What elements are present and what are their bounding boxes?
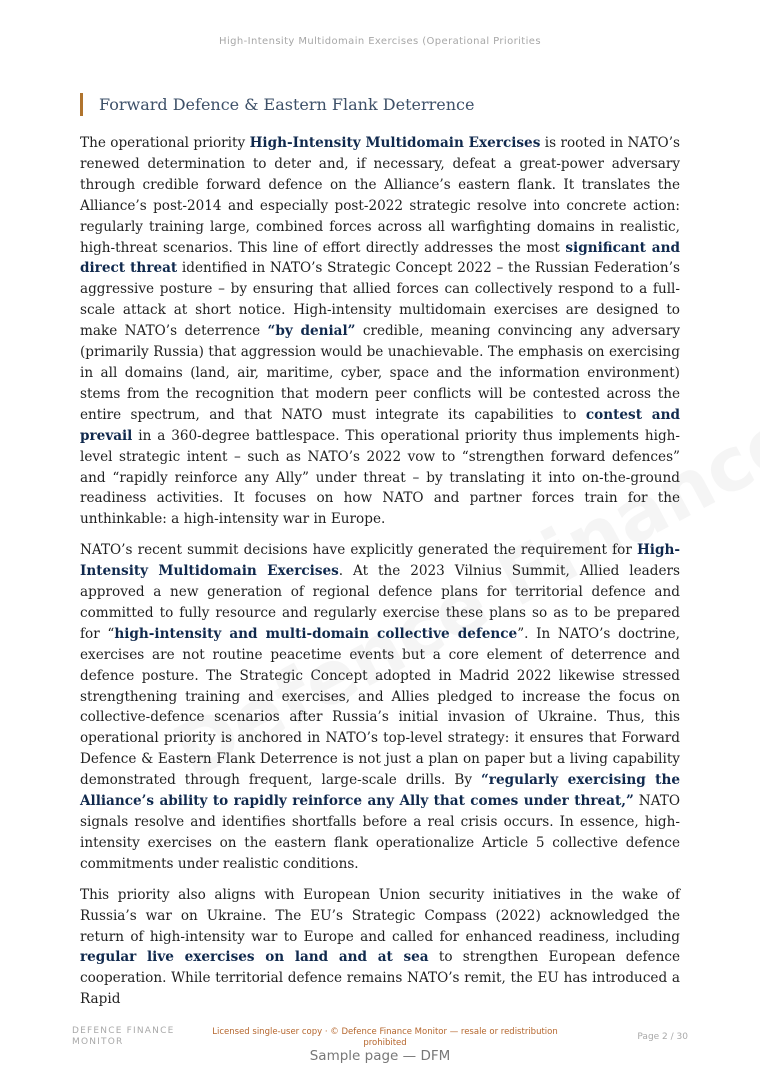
footer-license-line2: prohibited	[363, 1038, 407, 1048]
footer-license	[205, 1027, 565, 1049]
emphasis-text: significant and direct threat	[80, 239, 680, 277]
footer-brand	[72, 1026, 212, 1048]
emphasis-text: “by denial”	[267, 323, 356, 340]
section-heading: Forward Defence & Eastern Flank Deterrence	[80, 93, 474, 116]
emphasis-text: contest and prevail	[80, 406, 680, 444]
footer-brand-line1: DEFENCE FINANCE	[72, 1026, 175, 1036]
paragraph-3: This priority also aligns with European Union security initiatives in the wake of Russia’s war on Ukraine. The EU’s Strategic Compass (2022) acknowledged the return of high-intensity war to Europe and called for enhanced readiness, including regular live exercises on land and at sea to strengthen European defence cooperation. While territorial defence remains NATO’s remit, the EU has introduced a Rapid	[80, 886, 680, 1008]
footer-license-line1: Licensed single-user copy · © Defence Finance Monitor — resale or redistribution	[212, 1027, 558, 1037]
emphasis-text: “regularly exercising the Alliance’s ability to rapidly reinforce any Ally that comes under threat,”	[80, 772, 680, 810]
emphasis-text: High-Intensity Multidomain Exercises	[249, 135, 541, 151]
emphasis-text: regular live exercises on land and at sea	[80, 949, 429, 966]
footer-brand-line2: MONITOR	[72, 1037, 124, 1047]
running-header: High-Intensity Multidomain Exercises (Operational Priorities	[219, 36, 541, 47]
body-text	[80, 133, 680, 1020]
emphasis-text: High-Intensity Multidomain Exercises	[80, 542, 680, 580]
paragraph-2: NATO’s recent summit decisions have explicitly generated the requirement for High-Intensity Multidomain Exercises. At the 2023 Vilnius Summit, Allied leaders approved a new generation of regional defence plans for territorial defence and committed to fully resource and regularly exercise these plans so as to be prepared for “high-intensity and multi-domain collective defence”. In NATO’s doctrine, exercises are not routine peacetime events but a core element of deterrence and defence posture. The Strategic Concept adopted in Madrid 2022 likewise stressed strengthening training and exercises, and Allies pledged to increase the focus on collective-defence scenarios after Russia’s initial invasion of Ukraine. Thus, this operational priority is anchored in NATO’s top-level strategy: it ensures that Forward Defence & Eastern Flank Deterrence is not just a plan on paper but a living capability demonstrated through frequent, large-scale drills. By “regularly exercising the Alliance’s ability to rapidly reinforce any Ally that comes under threat,” NATO signals resolve and identifies shortfalls before a real crisis occurs. In essence, high-intensity exercises on the eastern flank operationalize Article 5 collective defence commitments under realistic conditions.	[80, 542, 681, 872]
paragraph-1: The operational priority High-Intensity Multidomain Exercises is rooted in NATO’s renewed determination to deter and, if necessary, defeat a great-power adversary through credible forward defence on the Alliance’s eastern flank. It translates the Alliance’s post-2014 and especially post-2022 strategic resolve into concrete action: regularly training large, combined forces across all warfighting domains in realistic, high-threat scenarios. This line of effort directly addresses the most significant and direct threat identified in NATO’s Strategic Concept 2022 – the Russian Federation’s aggressive posture – by ensuring that allied forces can collectively respond to a full-scale attack at short notice. High-intensity multidomain exercises are designed to make NATO’s deterrence “by denial” credible, meaning convincing any adversary (primarily Russia) that aggression would be unachievable. The emphasis on exercising in all domains (land, air, maritime, cyber, space and the information environment) stems from the recognition that modern peer conflicts will be contested across the entire spectrum, and that NATO must integrate its capabilities to contest and prevail in a 360-degree battlespace. This operational priority thus implements high-level strategic intent – such as NATO’s 2022 vow to “strengthen forward defences” and “rapidly reinforce any Ally” under threat – by translating it into on-the-ground readiness activities. It focuses on how NATO and partner forces train for the unthinkable: a high-intensity war in Europe.	[80, 135, 681, 528]
emphasis-text: high-intensity and multi-domain collective defence	[114, 625, 518, 642]
page-number: Page 2 / 30	[637, 1032, 688, 1042]
sample-label: Sample page — DFM	[309, 1048, 451, 1064]
